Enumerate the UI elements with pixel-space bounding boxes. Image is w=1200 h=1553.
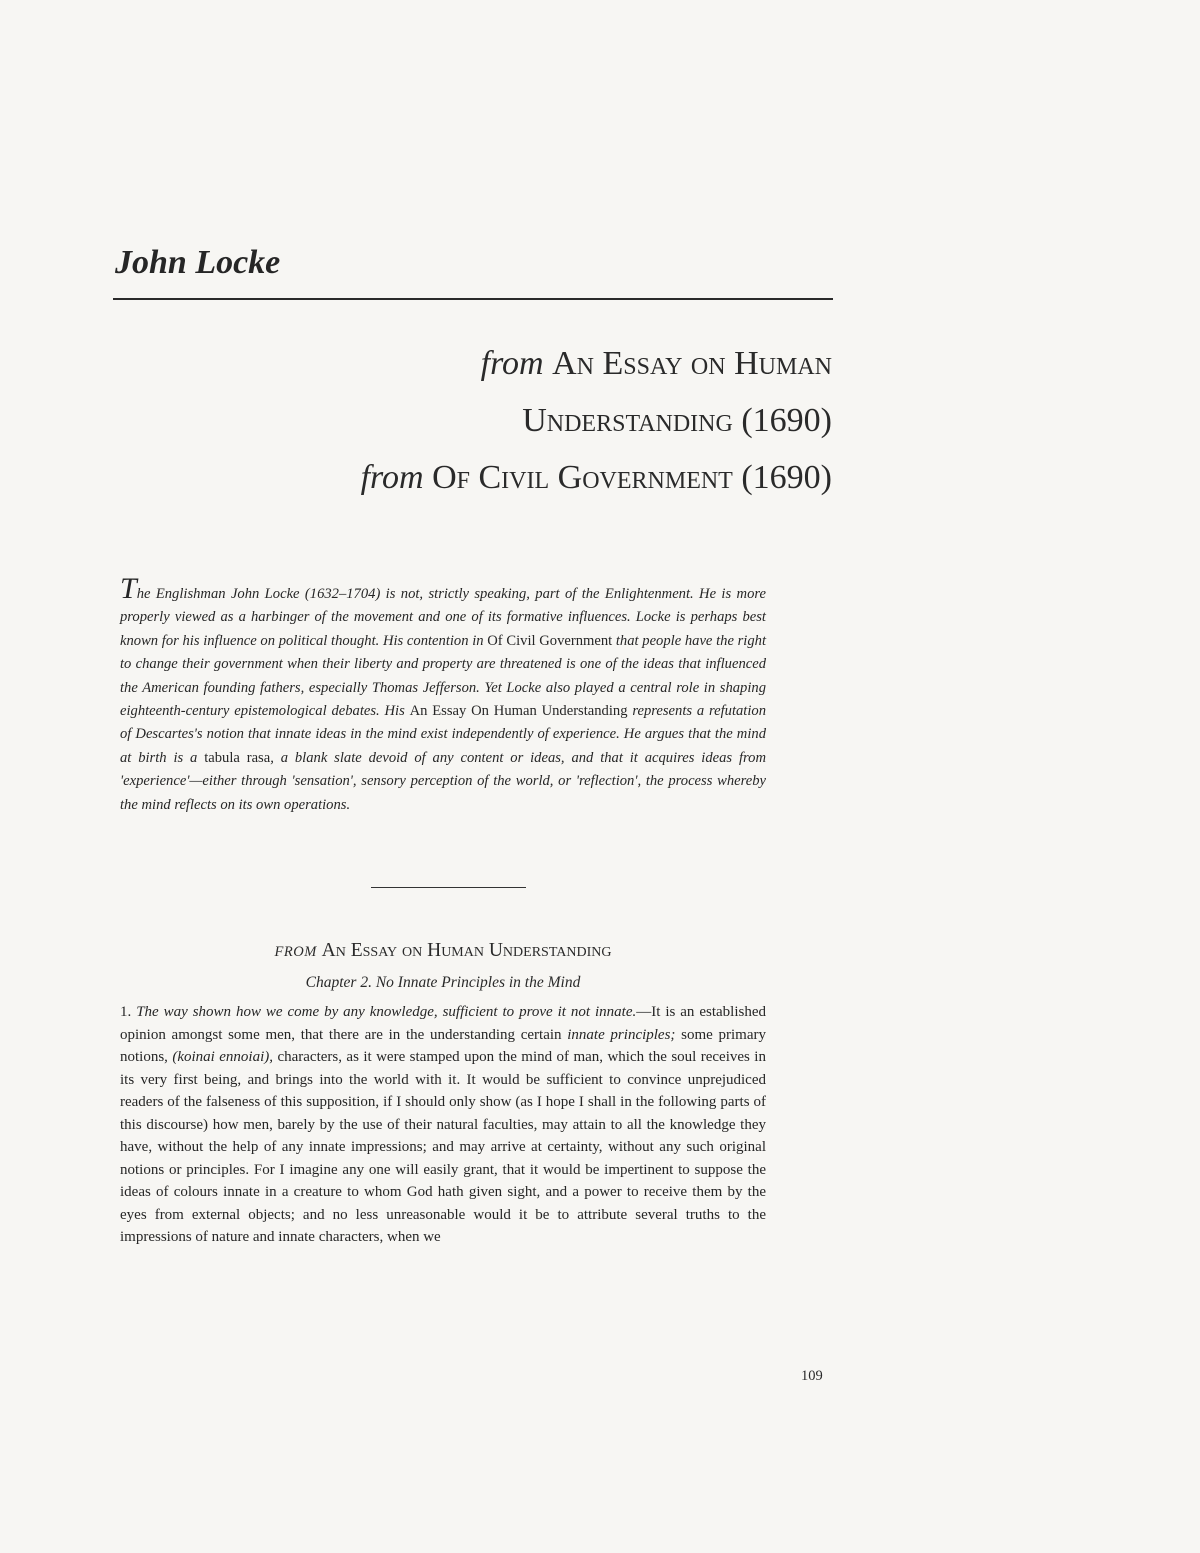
intro-text-4: , a blank slate devoid of any content or ideas, and that it acquires ideas from 'experience'—either through 'sensation', sensory perception of the world, or 'reflection', the process whereby the mind reflects on its own operations. bbox=[120, 749, 766, 813]
section-title: An Essay on Human Understanding bbox=[321, 940, 612, 961]
paragraph-number: 1. bbox=[120, 1004, 137, 1020]
section-from: FROM bbox=[274, 944, 317, 960]
intro-book-title-2: An Essay On Human Understanding bbox=[409, 703, 628, 720]
body-text-3: characters, as it were stamped upon the mind of man, which the soul receives in its very first being, and brings into the world with it. It would be sufficient to convince unprejudiced readers of the falseness of this supposition, if I should only show (as I hope I shall in the following parts of this discourse) how men, barely by the use of their natural faculties, may attain to all the knowledge they have, without the help of any innate impressions; and may arrive at certainty, without any such original notions or principles. For I imagine any one will easily grant, that it would be impertinent to suppose the ideas of colours innate in a creature to whom God hath given sight, and a power to receive them by the eyes from external objects; and no less unreasonable would it be to attribute several truths to the impressions of nature and innate characters, when we bbox=[120, 1049, 766, 1245]
header-rule bbox=[113, 298, 833, 300]
page-number: 109 bbox=[801, 1368, 823, 1384]
title-from-1: from bbox=[480, 345, 544, 382]
title-line-3 bbox=[112, 449, 832, 506]
author-name: John Locke bbox=[115, 244, 281, 281]
innate-principles-term: innate principles; bbox=[567, 1026, 676, 1043]
body-text-2: some primary notions, bbox=[120, 1026, 766, 1065]
title-line-1 bbox=[112, 335, 832, 392]
title-line-2: Understanding (1690) bbox=[522, 402, 832, 439]
drop-cap: T bbox=[120, 572, 137, 605]
titles-block bbox=[112, 335, 832, 506]
title-civil-government: Of Civil Government (1690) bbox=[432, 459, 832, 496]
section-divider bbox=[371, 887, 526, 888]
body-text-1: —It is an established opinion amongst some men, that there are in the understanding certain bbox=[120, 1004, 766, 1043]
intro-paragraph bbox=[120, 572, 767, 817]
chapter-heading: Chapter 2. No Innate Principles in the Mind bbox=[305, 974, 581, 991]
title-from-2: from bbox=[360, 459, 424, 496]
intro-text-1: he Englishman John Locke (1632–1704) is not, strictly speaking, part of the Enlightenment. He is more properly viewed as a harbinger of the movement and one of its formative influences. Locke is perhaps best known for his influence on political thought. His contention in bbox=[120, 586, 766, 649]
section-heading bbox=[120, 940, 766, 962]
intro-text-2: that people have the right to change their government when their liberty and property are threatened is one of the ideas that influenced the American founding fathers, especially Thomas Jefferson. Yet Locke also played a central role in shaping eighteenth-century epistemological debates. His bbox=[120, 632, 766, 720]
intro-book-title-1: Of Civil Government bbox=[487, 632, 613, 649]
body-paragraph bbox=[120, 1001, 766, 1249]
paragraph-lead: The way shown how we come by any knowledge, sufficient to prove it not innate. bbox=[136, 1004, 637, 1020]
intro-term: tabula rasa bbox=[204, 749, 271, 766]
greek-term: (koinai ennoiai), bbox=[172, 1049, 274, 1065]
intro-text-3: represents a refutation of Descartes's notion that innate ideas in the mind exist independently of experience. He argues that the mind at birth is a bbox=[120, 703, 767, 766]
title-essay-part-1: An Essay on Human bbox=[552, 345, 832, 382]
